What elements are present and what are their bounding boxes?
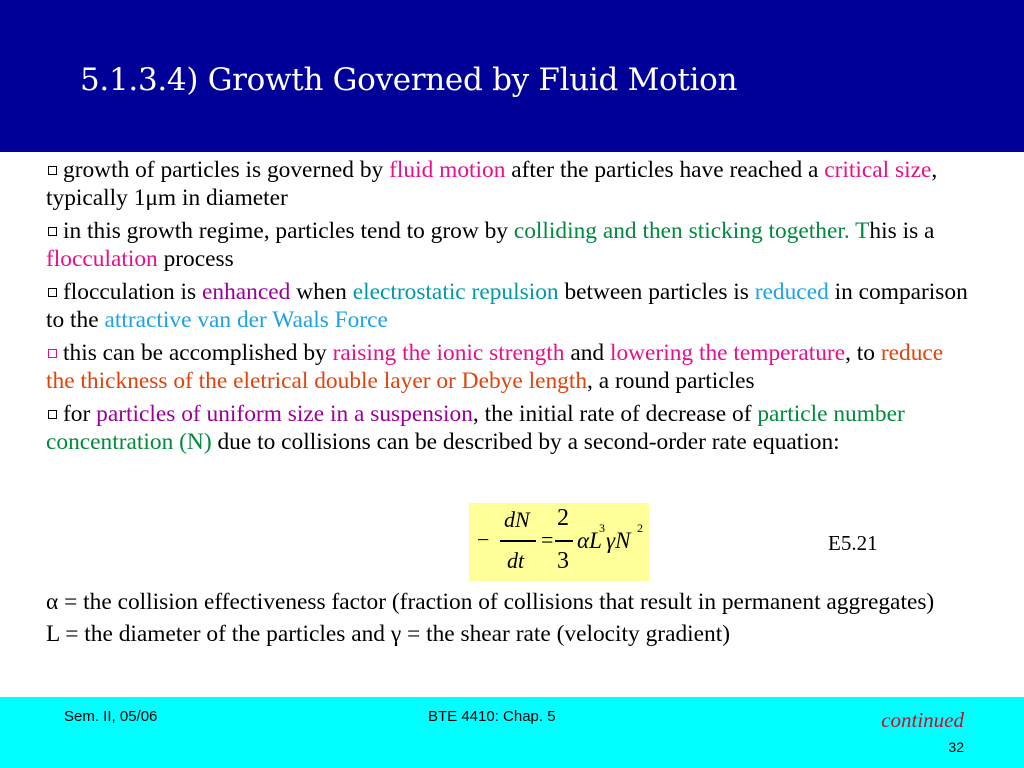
- highlight-text: flocculation: [46, 246, 158, 272]
- highlight-text: enhanced: [202, 279, 291, 305]
- definitions: [46, 588, 976, 648]
- definition-l-gamma: L = the diameter of the particles and γ = the shear rate (velocity gradient): [46, 621, 731, 647]
- bullet-item-rate-equation: [46, 400, 976, 456]
- exponent-two: 2: [637, 521, 643, 535]
- alpha-l-term: αL: [577, 528, 602, 553]
- bullet-text: , the initial rate of decrease of: [472, 401, 758, 427]
- denominator-three: 3: [557, 548, 569, 574]
- square-bullet-icon: [48, 349, 57, 358]
- exponent-three: 3: [599, 521, 605, 535]
- gamma-n-term: γN: [606, 528, 631, 553]
- equation-box: [469, 503, 649, 581]
- bullet-text: between particles is: [558, 279, 755, 305]
- bullet-text: after the particles have reached a: [505, 157, 825, 183]
- fraction-bar: [555, 540, 573, 542]
- bullet-text: and: [564, 340, 610, 366]
- equals-sign: =: [541, 527, 554, 552]
- bullet-list: [46, 156, 976, 461]
- bullet-item-fluid-motion: [46, 156, 976, 212]
- square-bullet-icon: [48, 410, 57, 419]
- footer-date: Sem. II, 05/06: [64, 708, 158, 725]
- highlight-text: colliding and then sticking together. T: [513, 218, 870, 244]
- square-bullet-icon: [48, 166, 57, 175]
- bullet-item-flocculation: [46, 278, 976, 334]
- highlight-text: lowering the temperature: [609, 340, 846, 366]
- highlight-text: electrostatic repulsion: [352, 279, 559, 305]
- footer-bar: [0, 697, 1024, 768]
- equation-label: E5.21: [828, 531, 878, 555]
- numerator-dn: dN: [504, 507, 530, 532]
- footer-course: BTE 4410: Chap. 5: [428, 708, 556, 725]
- page-number: 32: [948, 739, 964, 755]
- bullet-text: his is a: [869, 218, 935, 244]
- definition-alpha: α = the collision effectiveness factor (fraction of collisions that result in permanent aggregates): [46, 589, 935, 615]
- highlight-text: reduced: [754, 279, 829, 305]
- bullet-text: for: [63, 401, 97, 427]
- highlight-text: raising the ionic strength: [332, 340, 565, 366]
- square-bullet-icon: [48, 227, 57, 236]
- bullet-item-colliding: [46, 217, 976, 273]
- highlight-text: particles of uniform size in a suspension: [96, 401, 473, 427]
- denominator-dt: dt: [507, 548, 525, 573]
- bullet-text: , to: [845, 340, 881, 366]
- bullet-item-ionic-strength: [46, 339, 976, 395]
- numerator-two: 2: [557, 505, 569, 531]
- highlight-text: fluid motion: [389, 157, 506, 183]
- slide-title: 5.1.3.4) Growth Governed by Fluid Motion: [80, 62, 738, 98]
- bullet-text: , a round particles: [587, 368, 755, 394]
- highlight-text: particle number concentration (N): [46, 401, 905, 455]
- minus-sign: −: [477, 527, 490, 552]
- continued-label: continued: [881, 708, 964, 732]
- bullet-text: flocculation is: [63, 279, 203, 305]
- highlight-text: attractive van der Waals Force: [104, 307, 388, 333]
- bullet-text: in this growth regime, particles tend to grow by: [63, 218, 514, 244]
- fraction-bar: [500, 540, 536, 542]
- title-bar: [0, 0, 1024, 152]
- bullet-text: this can be accomplished by: [63, 340, 333, 366]
- bullet-text: due to collisions can be described by a second-order rate equation:: [211, 429, 840, 455]
- bullet-text: growth of particles is governed by: [63, 157, 390, 183]
- bullet-text: , typically 1μm in diameter: [46, 157, 938, 211]
- bullet-text: when: [290, 279, 353, 305]
- highlight-text: critical size: [824, 157, 932, 183]
- bullet-text: in comparison to the: [46, 279, 968, 333]
- square-bullet-icon: [48, 288, 57, 297]
- bullet-text: process: [157, 246, 234, 272]
- highlight-text: reduce the thickness of the eletrical double layer or Debye length: [46, 340, 944, 394]
